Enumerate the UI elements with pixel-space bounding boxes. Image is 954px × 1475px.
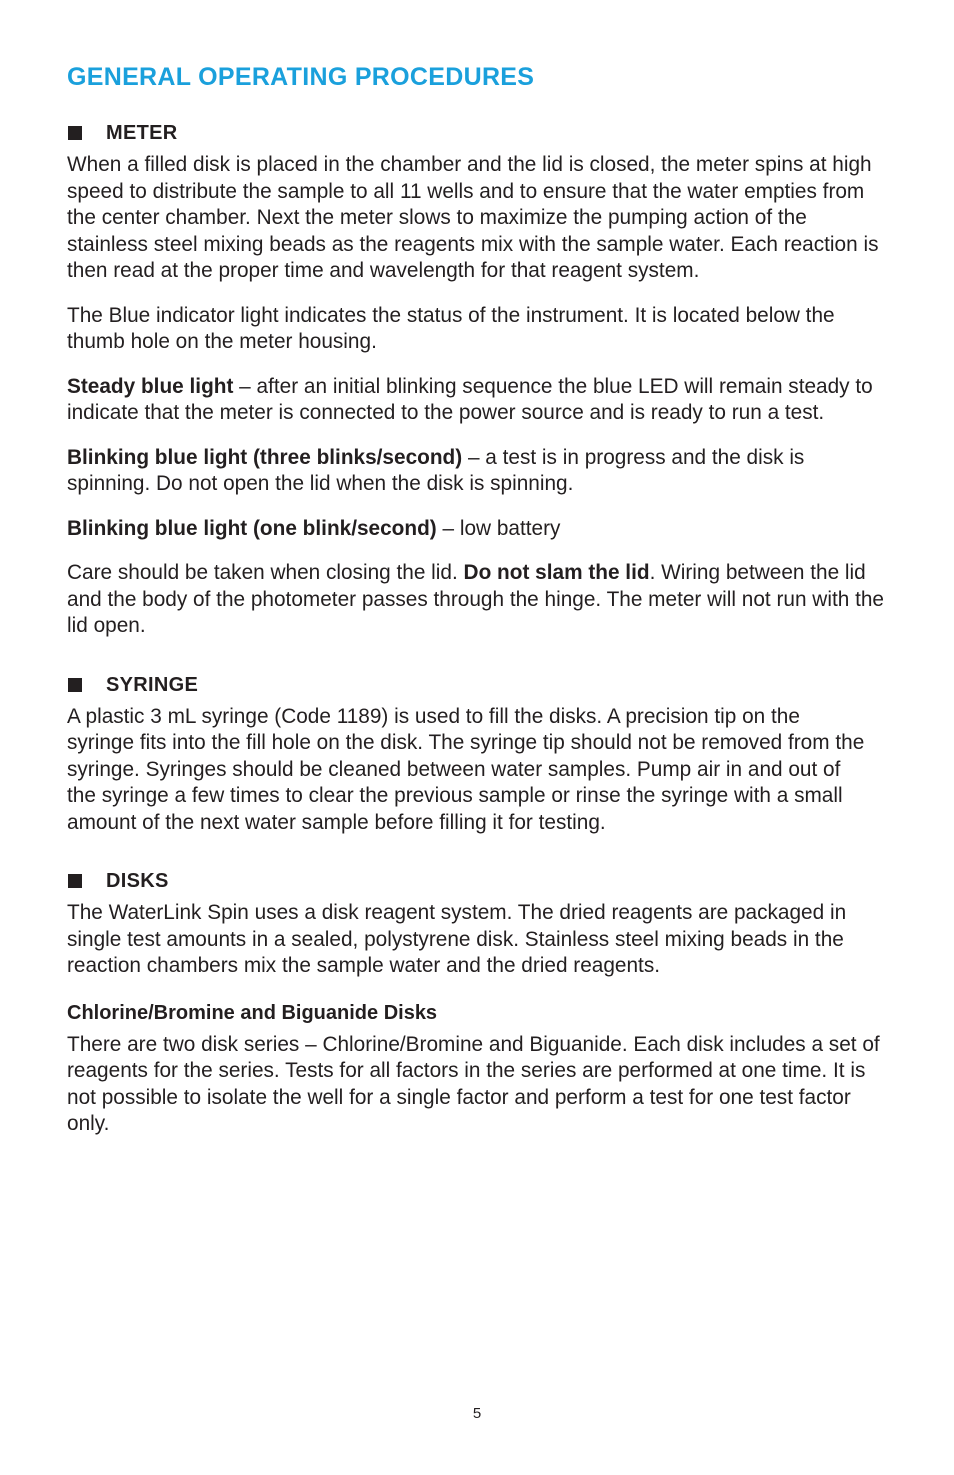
- meter-paragraph-intro: When a filled disk is placed in the chamber and the lid is closed, the meter spins at high speed to distribute the sample to all 11 wells and to ensure that the water empties from the center chamber. Next the meter slows to maximize the pumping action of the stainless steel mixing beads as the reagents mix with the sample water. Each reaction is then read at the proper time and wavelength for that reagent system.: [67, 153, 879, 282]
- square-bullet-icon: [68, 678, 82, 692]
- page-title: GENERAL OPERATING PROCEDURES: [67, 63, 535, 91]
- page-content: [67, 60, 889, 1138]
- meter-blink-three: [67, 445, 889, 498]
- meter-paragraph-indicator: The Blue indicator light indicates the status of the instrument. It is located below the thumb hole on the meter housing.: [67, 303, 835, 353]
- blink-one-label: Blinking blue light (one blink/second): [67, 516, 437, 540]
- meter-steady-light: [67, 374, 889, 427]
- section-title-syringe: SYRINGE: [106, 673, 199, 696]
- square-bullet-icon: [68, 874, 82, 888]
- section-heading-disks: [67, 868, 889, 894]
- blink-three-text: – a test is in progress and the disk is spinning. Do not open the lid when the disk is spinning.: [67, 445, 805, 495]
- section-title-meter: METER: [106, 122, 178, 144]
- care-text-end: . Wiring between the lid and the body of the photometer passes through the hinge. The meter will not run with the lid open.: [67, 561, 884, 637]
- blink-one-text: – low battery: [436, 516, 561, 540]
- square-bullet-icon: [68, 126, 82, 140]
- syringe-paragraph: A plastic 3 mL syringe (Code 1189) is used to fill the disks. A precision tip on the syringe fits into the fill hole on the disk. The syringe tip should not be removed from the syringe. Syringes should be cleaned between water samples. Pump air in and out of the syringe a few times to clear the previous sample or rinse the syringe with a small amount of the next water sample before filling it for testing.: [67, 704, 865, 834]
- disks-paragraph-series: There are two disk series – Chlorine/Bromine and Biguanide. Each disk includes a set of reagents for the series. Tests for all factors in the series are performed at one time. It is not possible to isolate the well for a single factor and perform a test for one test factor only.: [67, 1032, 880, 1135]
- section-title-disks: DISKS: [106, 870, 169, 892]
- care-text-start: Care should be taken when closing the lid.: [67, 561, 464, 584]
- blink-three-label: Blinking blue light (three blinks/second): [67, 445, 463, 469]
- section-heading-meter: [67, 120, 889, 146]
- care-warning: Do not slam the lid: [463, 561, 650, 584]
- steady-light-text: – after an initial blinking sequence the blue LED will remain steady to indicate that the meter is connected to the power source and is ready to run a test.: [67, 374, 873, 424]
- meter-blink-one: [67, 516, 889, 543]
- page-number: 5: [472, 1405, 482, 1422]
- meter-care-paragraph: [67, 560, 889, 640]
- steady-light-label: Steady blue light: [67, 374, 234, 398]
- section-heading-syringe: [67, 672, 889, 698]
- disks-subheading: Chlorine/Bromine and Biguanide Disks: [67, 1001, 438, 1024]
- disks-paragraph-intro: The WaterLink Spin uses a disk reagent system. The dried reagents are packaged in single test amounts in a sealed, polystyrene disk. Stainless steel mixing beads in the reaction chambers mix the sample water and the dried reagents.: [67, 901, 847, 977]
